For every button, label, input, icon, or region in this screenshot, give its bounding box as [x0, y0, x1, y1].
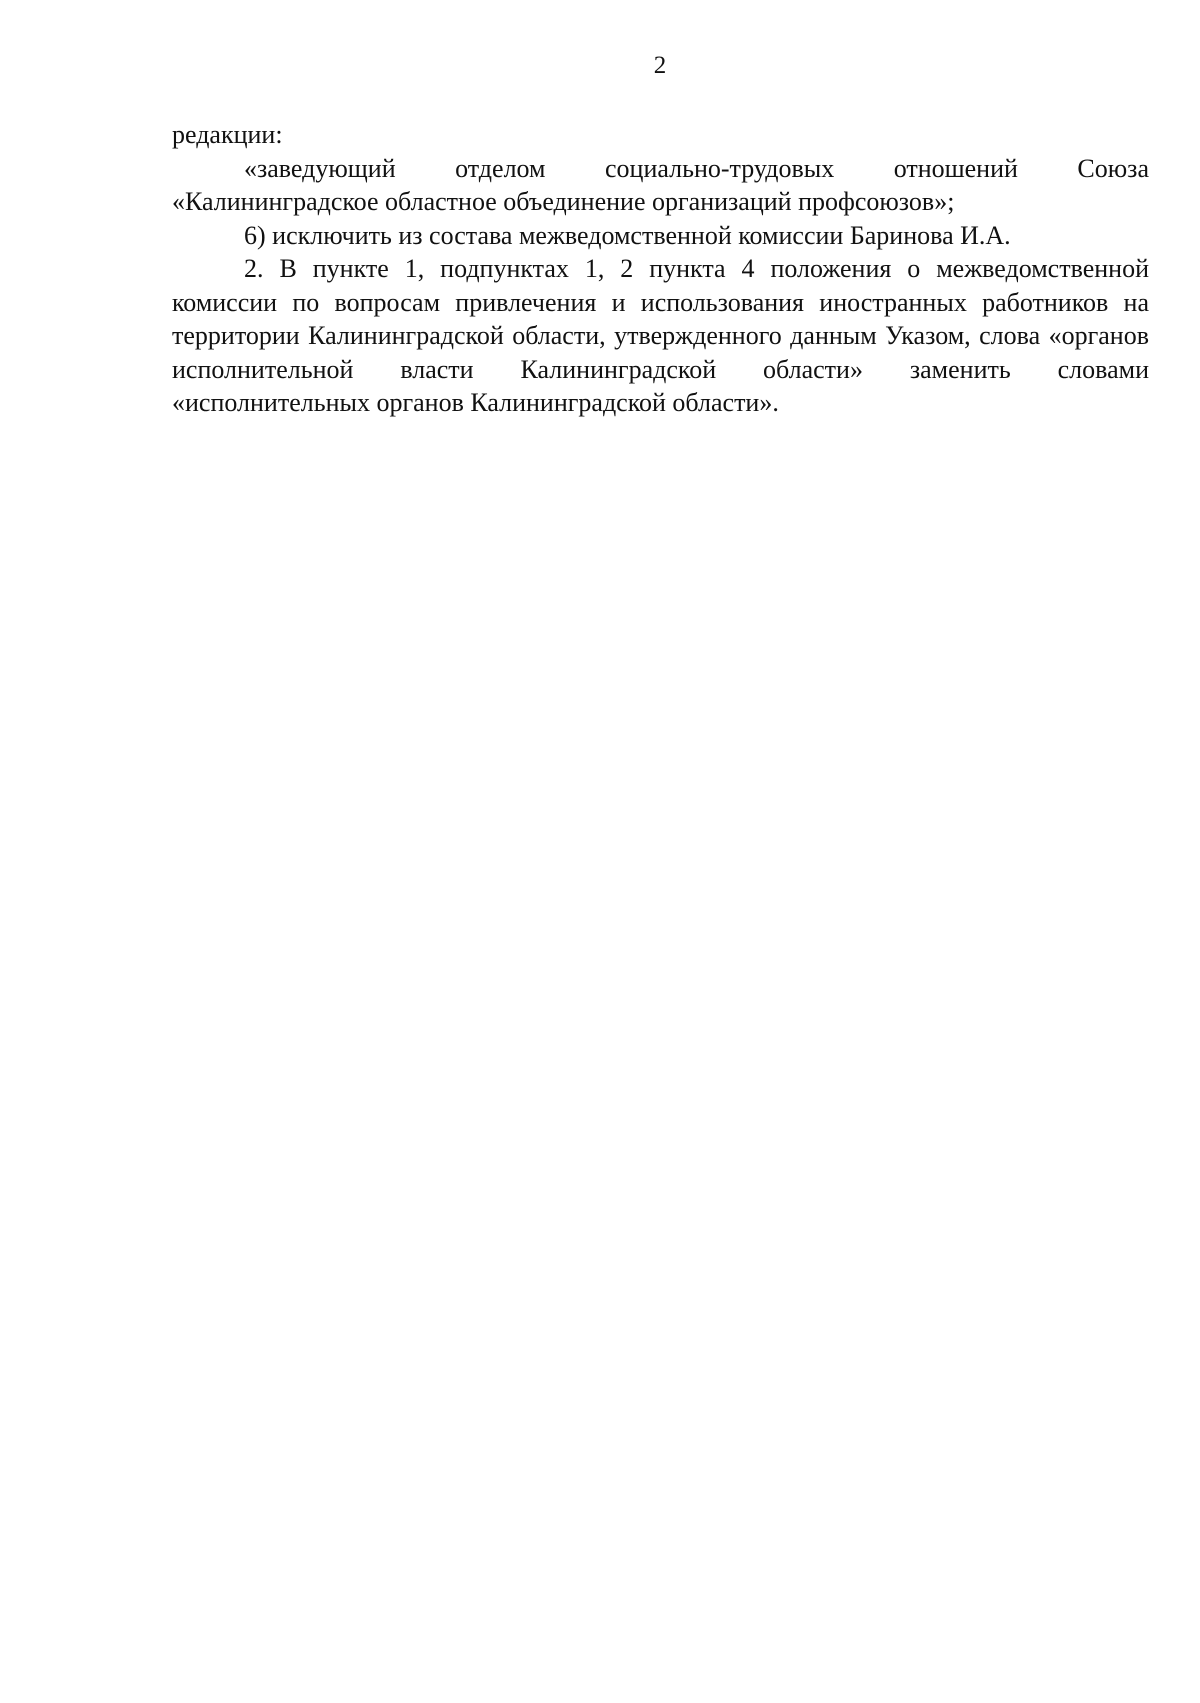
document-body [172, 118, 1149, 420]
paragraph-organization-line: «Калининградское областное объединение организаций профсоюзов»; [172, 187, 955, 216]
paragraph-position-line: «заведующий отделом социально-трудовых отношений Союза [244, 153, 1149, 183]
paragraph-continuation: редакции: [172, 120, 283, 149]
paragraph-item-6: 6) исключить из состава межведомственной комиссии Баринова И.А. [244, 220, 1011, 250]
paragraph-item-2: 2. В пункте 1, подпунктах 1, 2 пункта 4 положения о межведомственной комиссии по вопросам привлечения и использования иностранных работников на территории Калининградской области, утвержденного данным Указом, слова «органов исполнительной власти Калининградской области» заменить словами «исполнительных органов Калининградской области». [172, 254, 1149, 417]
page-number: 2 [653, 52, 667, 79]
